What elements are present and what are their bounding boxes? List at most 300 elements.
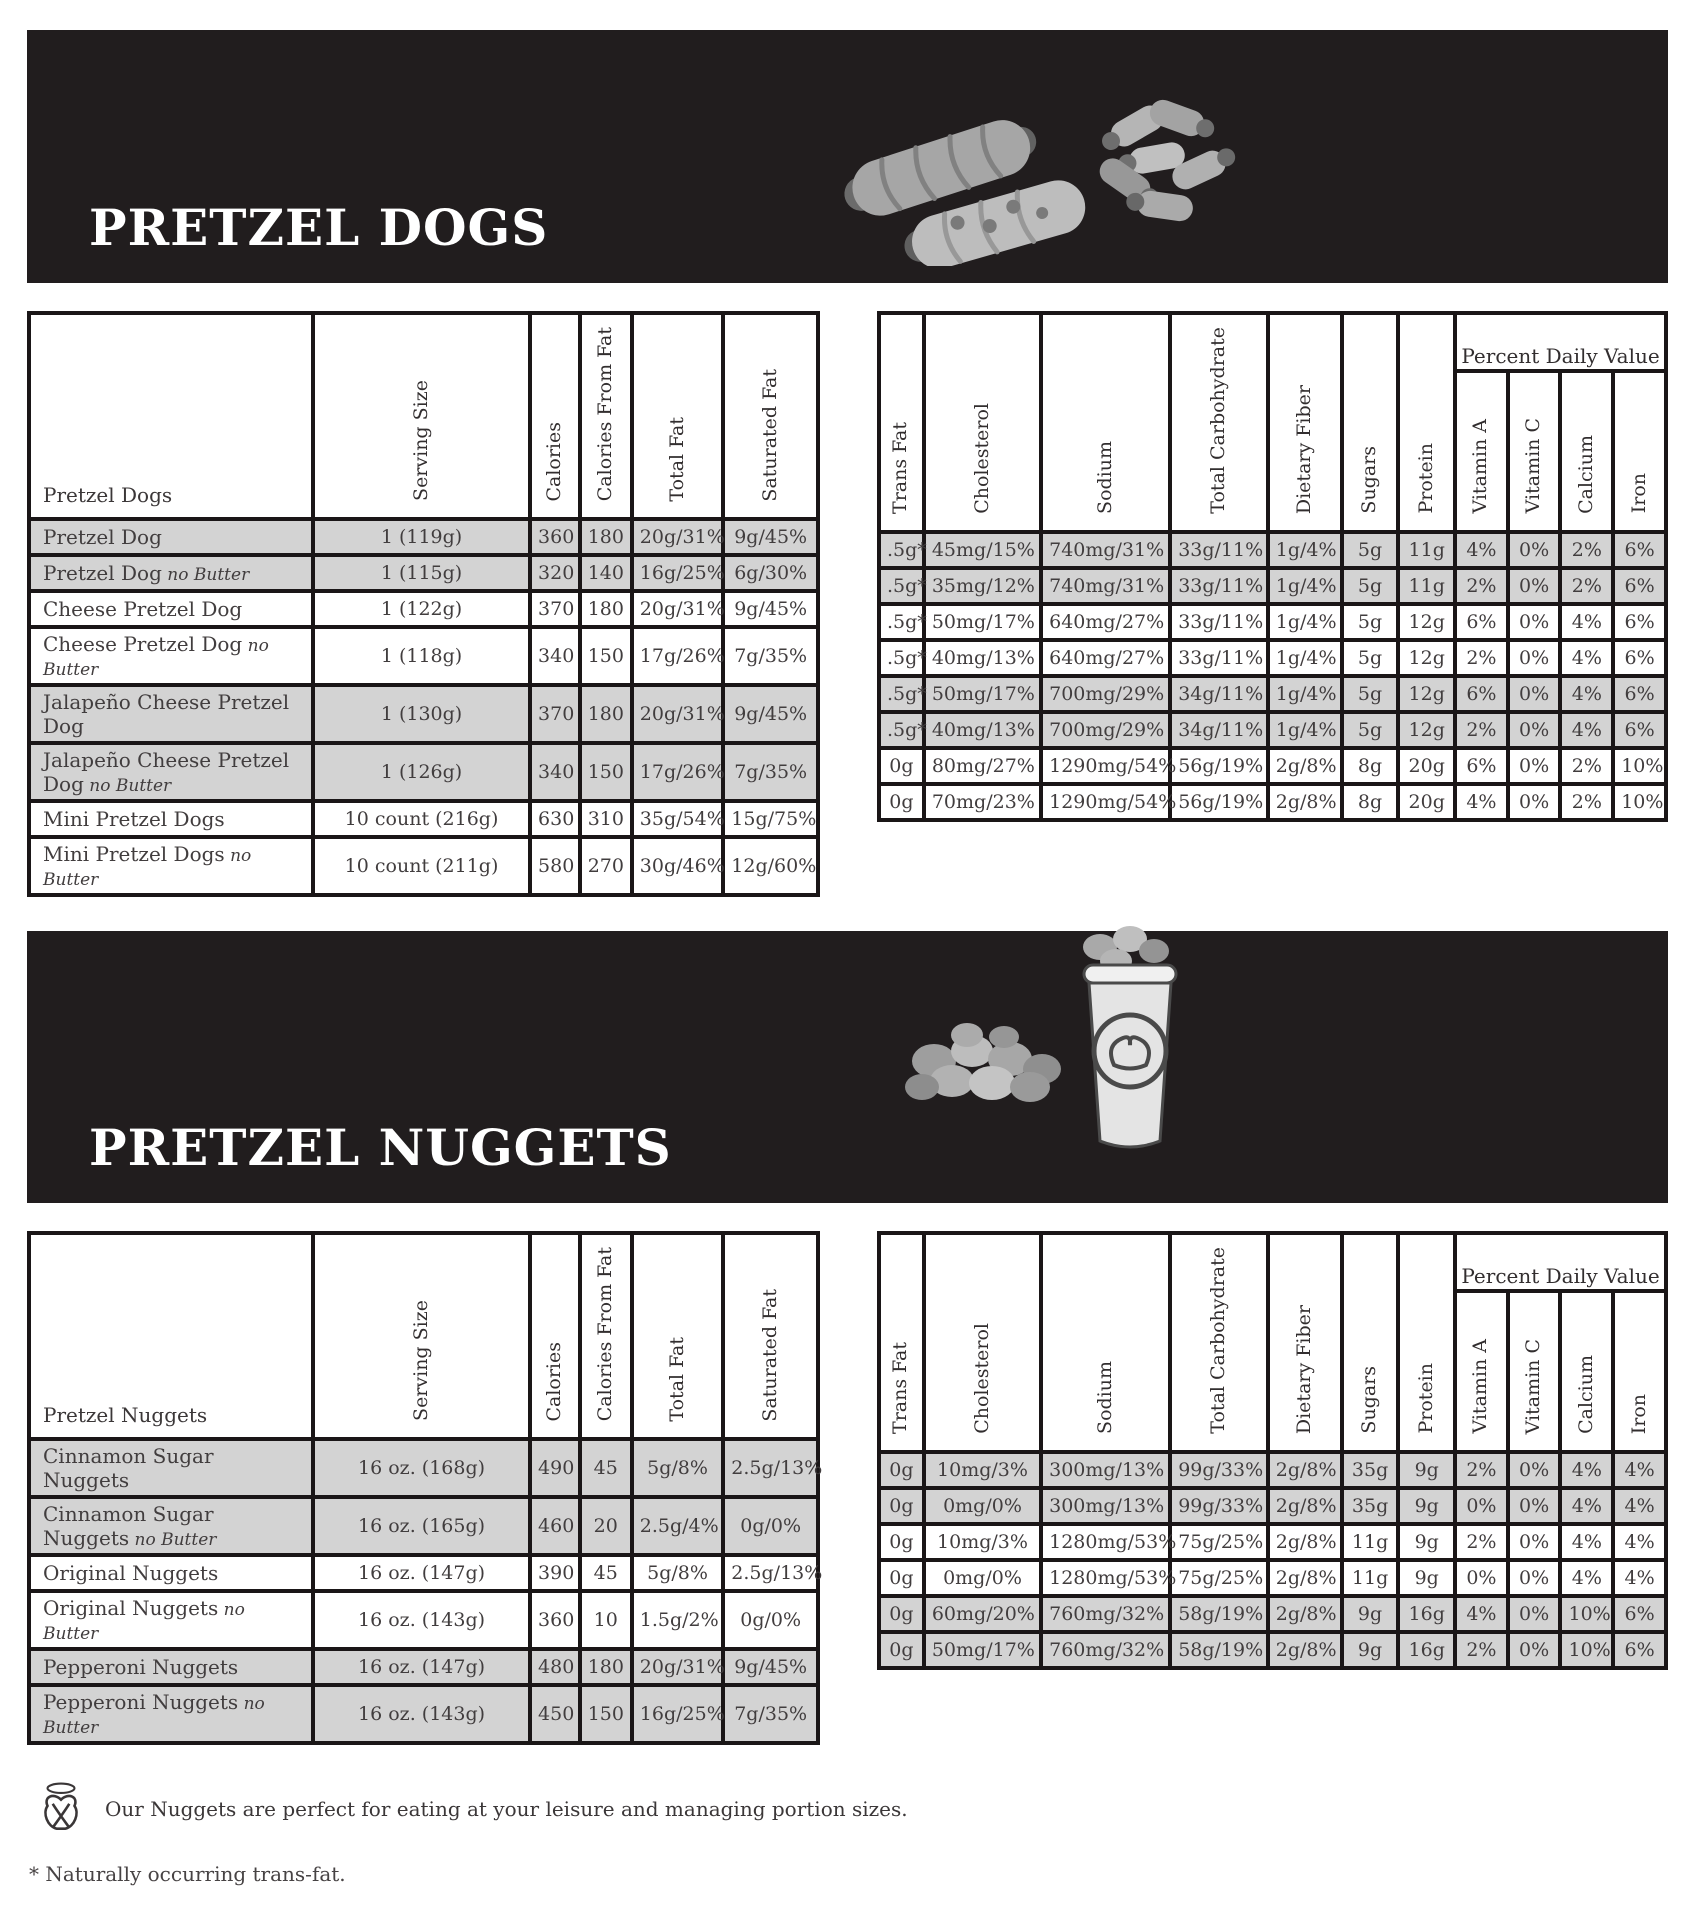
table-row [29,685,818,743]
value-cell: 33g/11% [1170,604,1268,640]
value-cell: 16g/25% [632,1685,724,1743]
pdv-header: Percent Daily Value [1455,313,1666,371]
value-cell: 17g/26% [632,627,724,685]
column-header-label: Cholesterol [970,402,993,514]
value-cell: 150 [580,743,632,801]
value-cell: 9g/45% [723,519,818,555]
table-row [29,837,818,895]
column-header-vitamin-a [1455,1291,1508,1452]
value-cell: 4% [1455,532,1508,568]
value-cell: 1g/4% [1268,604,1342,640]
pretzel-nuggets-banner [27,931,1668,1203]
value-cell: 640mg/27% [1041,604,1170,640]
value-cell: 20 [580,1497,632,1555]
column-header-serving-size [313,313,530,519]
value-cell: 150 [580,1685,632,1743]
value-cell: 1.5g/2% [632,1591,724,1649]
table-row [29,591,818,627]
value-cell: 2% [1455,568,1508,604]
value-cell: 1g/4% [1268,640,1342,676]
column-header-label: Trans Fat [889,1341,912,1434]
value-cell: 6% [1613,1632,1666,1668]
value-cell: 70mg/23% [924,784,1041,820]
row-name-cell: Pepperoni Nuggets [29,1649,313,1685]
column-header-vitamin-a [1455,371,1508,532]
value-cell: 6% [1455,604,1508,640]
table-row [29,743,818,801]
value-cell: 0% [1508,676,1561,712]
column-header-trans-fat [879,313,924,532]
value-cell: 760mg/32% [1041,1632,1170,1668]
value-cell: 0mg/0% [924,1560,1041,1596]
value-cell: 0% [1508,604,1561,640]
value-cell: 630 [530,801,580,837]
value-cell: 56g/19% [1170,748,1268,784]
value-cell: 760mg/32% [1041,1596,1170,1632]
value-cell: 35g [1342,1488,1399,1524]
value-cell: 10mg/3% [924,1524,1041,1560]
row-label-header: Pretzel Nuggets [29,1233,313,1439]
value-cell: 4% [1560,1452,1613,1488]
value-cell: 1 (118g) [313,627,530,685]
value-cell: 20g/31% [632,685,724,743]
value-cell: 6% [1613,712,1666,748]
value-cell: 11g [1398,532,1455,568]
value-cell: 45mg/15% [924,532,1041,568]
value-cell: 34g/11% [1170,712,1268,748]
value-cell: 40mg/13% [924,712,1041,748]
value-cell: 6% [1613,640,1666,676]
value-cell: 2g/8% [1268,1632,1342,1668]
value-cell: 16 oz. (143g) [313,1591,530,1649]
table-row [29,1555,818,1591]
value-cell: .5g* [879,640,924,676]
pretzel-dogs-banner [27,30,1668,283]
value-cell: 1 (130g) [313,685,530,743]
column-header-saturated-fat [723,313,818,519]
value-cell: 300mg/13% [1041,1488,1170,1524]
table-row [879,748,1666,784]
value-cell: 7g/35% [723,627,818,685]
value-cell: 1280mg/53% [1041,1524,1170,1560]
row-name-cell: Original Nuggets no Butter [29,1591,313,1649]
value-cell: 12g [1398,604,1455,640]
value-cell: 0g/0% [723,1497,818,1555]
row-name-cell: Cheese Pretzel Dog [29,591,313,627]
pretzel-nuggets-table-left [27,1231,823,1745]
tables-row [27,311,1668,897]
column-header-calories [530,1233,580,1439]
row-name-cell: Jalapeño Cheese Pretzel Dog no Butter [29,743,313,801]
value-cell: 4% [1560,676,1613,712]
value-cell: 700mg/29% [1041,676,1170,712]
table-row [879,1452,1666,1488]
value-cell: 640mg/27% [1041,640,1170,676]
value-cell: 150 [580,627,632,685]
value-cell: .5g* [879,712,924,748]
value-cell: 5g [1342,604,1399,640]
value-cell: 1g/4% [1268,568,1342,604]
value-cell: 2.5g/13% [723,1439,818,1497]
column-header-label: Iron [1627,473,1650,514]
column-header-sodium [1041,1233,1170,1452]
value-cell: 10 count (216g) [313,801,530,837]
table-row [879,604,1666,640]
nuggets-note-row [37,1781,1668,1837]
column-header-label: Calories [542,421,565,502]
value-cell: 2% [1455,1632,1508,1668]
value-cell: 9g [1398,1488,1455,1524]
value-cell: 4% [1455,784,1508,820]
value-cell: 10 [580,1591,632,1649]
value-cell: 0g [879,1632,924,1668]
row-name-cell: Cinnamon Sugar Nuggets no Butter [29,1497,313,1555]
column-header-cholesterol [924,1233,1041,1452]
value-cell: 0% [1508,532,1561,568]
value-cell: 5g [1342,532,1399,568]
table-row [879,532,1666,568]
value-cell: 50mg/17% [924,676,1041,712]
table-row [29,1439,818,1497]
section-title: PRETZEL NUGGETS [89,1118,672,1178]
value-cell: 340 [530,743,580,801]
column-header-cholesterol [924,313,1041,532]
column-header-serving-size [313,1233,530,1439]
value-cell: 360 [530,1591,580,1649]
column-header-calories-from-fat [580,1233,632,1439]
value-cell: 1g/4% [1268,532,1342,568]
value-cell: 2% [1455,712,1508,748]
value-cell: 2g/8% [1268,748,1342,784]
column-header-label: Iron [1627,1393,1650,1434]
value-cell: 0% [1455,1560,1508,1596]
column-header-label: Calcium [1574,1354,1597,1434]
value-cell: 1 (126g) [313,743,530,801]
column-header-total-fat [632,1233,724,1439]
value-cell: 10% [1560,1632,1613,1668]
value-cell: 33g/11% [1170,568,1268,604]
pretzel-dogs-table-left [27,311,820,897]
value-cell: 35g [1342,1452,1399,1488]
value-cell: 9g [1342,1596,1399,1632]
value-cell: 1290mg/54% [1041,784,1170,820]
table-row [879,1524,1666,1560]
column-header-sugars [1342,1233,1399,1452]
row-name-cell: Pretzel Dog [29,519,313,555]
value-cell: 4% [1560,1560,1613,1596]
value-cell: 0% [1508,748,1561,784]
value-cell: 20g [1398,784,1455,820]
column-header-label: Calcium [1574,434,1597,514]
value-cell: 4% [1455,1596,1508,1632]
value-cell: 1g/4% [1268,676,1342,712]
value-cell: 35g/54% [632,801,724,837]
pretzel-dogs-photo [827,46,1257,266]
value-cell: 2g/8% [1268,1452,1342,1488]
value-cell: 340 [530,627,580,685]
value-cell: 4% [1613,1452,1666,1488]
value-cell: 0% [1508,1560,1561,1596]
value-cell: 0g [879,1488,924,1524]
value-cell: 4% [1560,712,1613,748]
row-name-cell: Pepperoni Nuggets no Butter [29,1685,313,1743]
value-cell: 35mg/12% [924,568,1041,604]
tables-row [27,1231,1668,1745]
value-cell: 4% [1560,640,1613,676]
value-cell: 180 [580,519,632,555]
column-header-label: Sugars [1358,446,1381,514]
value-cell: 2.5g/4% [632,1497,724,1555]
row-variant-label: no Butter [43,636,269,681]
column-header-label: Saturated Fat [758,368,781,502]
row-name-cell: Original Nuggets [29,1555,313,1591]
value-cell: 310 [580,801,632,837]
pretzel-nuggets-photo [892,873,1202,1173]
value-cell: 0% [1508,1632,1561,1668]
table-row [29,1685,818,1743]
value-cell: 7g/35% [723,1685,818,1743]
section-pretzel-nuggets [27,931,1668,1837]
column-header-total-fat [632,313,724,519]
column-header-label: Cholesterol [970,1323,993,1434]
column-header-label: Total Fat [665,416,688,502]
value-cell: 1g/4% [1268,712,1342,748]
column-header-calcium [1560,371,1613,532]
pretzel-halo-icon [37,1781,85,1837]
value-cell: 16 oz. (147g) [313,1555,530,1591]
value-cell: 2% [1560,568,1613,604]
table-row [879,568,1666,604]
value-cell: 16 oz. (165g) [313,1497,530,1555]
value-cell: 20g/31% [632,519,724,555]
value-cell: 2g/8% [1268,1524,1342,1560]
value-cell: 360 [530,519,580,555]
value-cell: 1280mg/53% [1041,1560,1170,1596]
value-cell: 460 [530,1497,580,1555]
table-row [29,801,818,837]
value-cell: 0mg/0% [924,1488,1041,1524]
table-row [879,640,1666,676]
value-cell: 4% [1560,604,1613,640]
value-cell: 12g [1398,676,1455,712]
value-cell: 5g [1342,676,1399,712]
table-row [879,1488,1666,1524]
value-cell: 15g/75% [723,801,818,837]
value-cell: 11g [1398,568,1455,604]
value-cell: 1290mg/54% [1041,748,1170,784]
value-cell: 16 oz. (143g) [313,1685,530,1743]
row-name-cell: Mini Pretzel Dogs [29,801,313,837]
value-cell: 0g [879,1596,924,1632]
row-variant-label: no Butter [161,565,250,586]
value-cell: 0% [1455,1488,1508,1524]
table-row [29,1649,818,1685]
column-header-label: Total Fat [665,1336,688,1422]
row-name-cell: Mini Pretzel Dogs no Butter [29,837,313,895]
table-row [29,627,818,685]
column-header-label: Calories [542,1341,565,1422]
value-cell: 370 [530,685,580,743]
value-cell: 5g/8% [632,1439,724,1497]
value-cell: 0g [879,784,924,820]
value-cell: .5g* [879,532,924,568]
column-header-vitamin-c [1508,371,1561,532]
value-cell: 60mg/20% [924,1596,1041,1632]
value-cell: 0g [879,1560,924,1596]
column-header-label: Calories From Fat [593,1247,616,1422]
nuggets-note: Our Nuggets are perfect for eating at your leisure and managing portion sizes. [105,1797,908,1822]
table-row [29,519,818,555]
value-cell: 34g/11% [1170,676,1268,712]
value-cell: 56g/19% [1170,784,1268,820]
value-cell: 6% [1455,748,1508,784]
value-cell: 4% [1560,1524,1613,1560]
value-cell: .5g* [879,568,924,604]
value-cell: 390 [530,1555,580,1591]
value-cell: 370 [530,591,580,627]
value-cell: 58g/19% [1170,1632,1268,1668]
value-cell: 4% [1560,1488,1613,1524]
value-cell: 140 [580,555,632,591]
value-cell: 1 (115g) [313,555,530,591]
value-cell: 10% [1613,748,1666,784]
value-cell: 10% [1560,1596,1613,1632]
row-variant-label: no Butter [43,1694,265,1739]
column-header-iron [1613,1291,1666,1452]
value-cell: 5g [1342,568,1399,604]
value-cell: 0g [879,1524,924,1560]
row-variant-label: no Butter [43,846,252,891]
value-cell: 450 [530,1685,580,1743]
value-cell: 75g/25% [1170,1524,1268,1560]
column-header-sodium [1041,313,1170,532]
value-cell: 180 [580,1649,632,1685]
column-header-label: Total Carbohydrate [1207,327,1229,514]
value-cell: 9g/45% [723,685,818,743]
value-cell: 16g [1398,1596,1455,1632]
table-row [879,1560,1666,1596]
table-row [879,712,1666,748]
column-header-label: Vitamin A [1469,1339,1492,1434]
row-variant-label: no Butter [43,1600,245,1645]
value-cell: 2% [1455,640,1508,676]
value-cell: 9g/45% [723,1649,818,1685]
value-cell: 5g [1342,712,1399,748]
value-cell: 45 [580,1555,632,1591]
value-cell: 4% [1613,1560,1666,1596]
value-cell: 10% [1613,784,1666,820]
value-cell: 0% [1508,784,1561,820]
value-cell: 9g [1398,1560,1455,1596]
value-cell: 0g [879,748,924,784]
value-cell: 11g [1342,1524,1399,1560]
value-cell: 2% [1455,1452,1508,1488]
section-pretzel-dogs [27,30,1668,897]
value-cell: 6g/30% [723,555,818,591]
value-cell: .5g* [879,676,924,712]
value-cell: 9g/45% [723,591,818,627]
value-cell: 270 [580,837,632,895]
value-cell: 99g/33% [1170,1488,1268,1524]
column-header-label: Sugars [1358,1366,1381,1434]
value-cell: 5g/8% [632,1555,724,1591]
value-cell: 30g/46% [632,837,724,895]
value-cell: 50mg/17% [924,604,1041,640]
pdv-header: Percent Daily Value [1455,1233,1666,1291]
value-cell: 12g/60% [723,837,818,895]
value-cell: 40mg/13% [924,640,1041,676]
column-header-calories-from-fat [580,313,632,519]
value-cell: 75g/25% [1170,1560,1268,1596]
value-cell: 2% [1560,532,1613,568]
value-cell: 6% [1613,568,1666,604]
value-cell: 0% [1508,712,1561,748]
value-cell: 16 oz. (168g) [313,1439,530,1497]
column-header-label: Serving Size [409,1300,432,1422]
value-cell: 1 (122g) [313,591,530,627]
transfat-footnote: * Naturally occurring trans-fat. [29,1862,346,1886]
column-header-label: Sodium [1093,440,1116,514]
value-cell: 80mg/27% [924,748,1041,784]
value-cell: 0% [1508,1452,1561,1488]
row-variant-label: no Butter [83,776,172,797]
section-title: PRETZEL DOGS [89,198,549,257]
value-cell: 8g [1342,784,1399,820]
column-header-protein [1398,1233,1455,1452]
column-header-label: Protein [1414,443,1437,514]
row-name-cell: Pretzel Dog no Butter [29,555,313,591]
pretzel-nuggets-table-right [877,1231,1668,1670]
column-header-calcium [1560,1291,1613,1452]
value-cell: 0% [1508,1488,1561,1524]
column-header-total-carbohydrate [1170,1233,1268,1452]
value-cell: 20g/31% [632,591,724,627]
column-header-label: Vitamin C [1522,418,1545,514]
column-header-label: Total Carbohydrate [1207,1247,1229,1434]
value-cell: 45 [580,1439,632,1497]
value-cell: 740mg/31% [1041,532,1170,568]
value-cell: 6% [1613,604,1666,640]
table-row [29,1591,818,1649]
column-header-protein [1398,313,1455,532]
value-cell: 16g/25% [632,555,724,591]
value-cell: 320 [530,555,580,591]
column-header-label: Vitamin A [1469,419,1492,514]
value-cell: 1 (119g) [313,519,530,555]
table-row [29,555,818,591]
table-row [29,1497,818,1555]
value-cell: 33g/11% [1170,640,1268,676]
value-cell: 180 [580,685,632,743]
column-header-label: Protein [1414,1363,1437,1434]
value-cell: 2% [1455,1524,1508,1560]
value-cell: 2g/8% [1268,1596,1342,1632]
table-row [879,1596,1666,1632]
column-header-total-carbohydrate [1170,313,1268,532]
value-cell: 0g [879,1452,924,1488]
column-header-trans-fat [879,1233,924,1452]
value-cell: 5g [1342,640,1399,676]
row-label-header: Pretzel Dogs [29,313,313,519]
value-cell: 0% [1508,640,1561,676]
value-cell: 10mg/3% [924,1452,1041,1488]
column-header-calories [530,313,580,519]
value-cell: 12g [1398,640,1455,676]
row-name-cell: Jalapeño Cheese Pretzel Dog [29,685,313,743]
value-cell: 2g/8% [1268,1560,1342,1596]
value-cell: 9g [1398,1452,1455,1488]
row-variant-label: no Butter [129,1530,217,1551]
